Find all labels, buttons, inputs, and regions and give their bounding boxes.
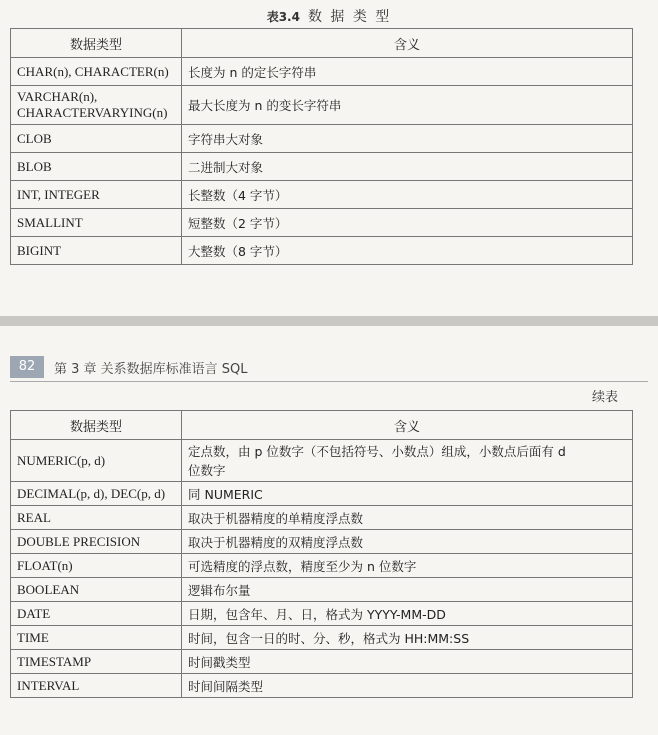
table-number: 表3.4 [266,10,300,24]
table-row [11,530,633,554]
type-cell: BIGINT [11,237,182,265]
header-meaning: 含义 [182,29,633,58]
table-row [11,506,633,530]
table-row [11,626,633,650]
table-row [11,58,633,86]
meaning-cell: 取决于机器精度的单精度浮点数 [182,506,633,530]
table-row [11,209,633,237]
table-row [11,602,633,626]
type-cell: REAL [11,506,182,530]
table-header-row [11,411,633,440]
table-row [11,650,633,674]
table-row [11,86,633,125]
meaning-cell: 时间间隔类型 [182,674,633,698]
page-number: 82 [10,356,44,378]
type-cell: INT, INTEGER [11,181,182,209]
table-header-row [11,29,633,58]
type-cell: TIMESTAMP [11,650,182,674]
meaning-cell: 短整数（2 字节） [182,209,633,237]
table-caption [0,6,658,26]
top-page [0,0,658,316]
meaning-cell [182,440,633,482]
meaning-line: 位数字 [188,462,226,478]
meaning-cell: 长度为 n 的定长字符串 [182,58,633,86]
running-header [0,356,658,378]
header-meaning: 含义 [182,411,633,440]
header-rule [10,381,648,382]
table-row [11,125,633,153]
table-row [11,440,633,482]
meaning-cell: 逻辑布尔量 [182,578,633,602]
page-gutter [0,316,658,326]
table-row [11,237,633,265]
meaning-cell: 同 NUMERIC [182,482,633,506]
header-data-type: 数据类型 [11,29,182,58]
table-row [11,554,633,578]
table-title: 数 据 类 型 [307,9,392,25]
table-row [11,482,633,506]
data-types-table-continued [10,410,633,698]
type-cell: NUMERIC(p, d) [11,440,182,482]
type-cell: CLOB [11,125,182,153]
meaning-cell: 时间，包含一日的时、分、秒，格式为 HH:MM:SS [182,626,633,650]
meaning-cell: 字符串大对象 [182,125,633,153]
continued-label: 续表 [591,390,618,405]
table-row [11,674,633,698]
bottom-page [0,326,658,735]
meaning-line: 定点数，由 p 位数字（不包括符号、小数点）组成，小数点后面有 d [188,443,566,459]
meaning-cell: 日期，包含年、月、日，格式为 YYYY-MM-DD [182,602,633,626]
type-cell: DECIMAL(p, d), DEC(p, d) [11,482,182,506]
meaning-cell: 长整数（4 字节） [182,181,633,209]
type-cell: BOOLEAN [11,578,182,602]
chapter-title: 第 3 章 关系数据库标准语言 SQL [54,362,248,377]
meaning-cell: 可选精度的浮点数，精度至少为 n 位数字 [182,554,633,578]
table-row [11,153,633,181]
type-cell: CHAR(n), CHARACTER(n) [11,58,182,86]
data-types-table [10,28,633,265]
type-cell: TIME [11,626,182,650]
meaning-cell: 二进制大对象 [182,153,633,181]
type-cell: VARCHAR(n), CHARACTERVARYING(n) [11,86,182,125]
table-row [11,181,633,209]
type-cell: DATE [11,602,182,626]
meaning-cell: 时间戳类型 [182,650,633,674]
type-cell: BLOB [11,153,182,181]
meaning-cell: 最大长度为 n 的变长字符串 [182,86,633,125]
meaning-cell: 大整数（8 字节） [182,237,633,265]
header-data-type: 数据类型 [11,411,182,440]
type-cell: INTERVAL [11,674,182,698]
type-cell: SMALLINT [11,209,182,237]
type-cell: DOUBLE PRECISION [11,530,182,554]
type-cell: FLOAT(n) [11,554,182,578]
meaning-cell: 取决于机器精度的双精度浮点数 [182,530,633,554]
table-row [11,578,633,602]
